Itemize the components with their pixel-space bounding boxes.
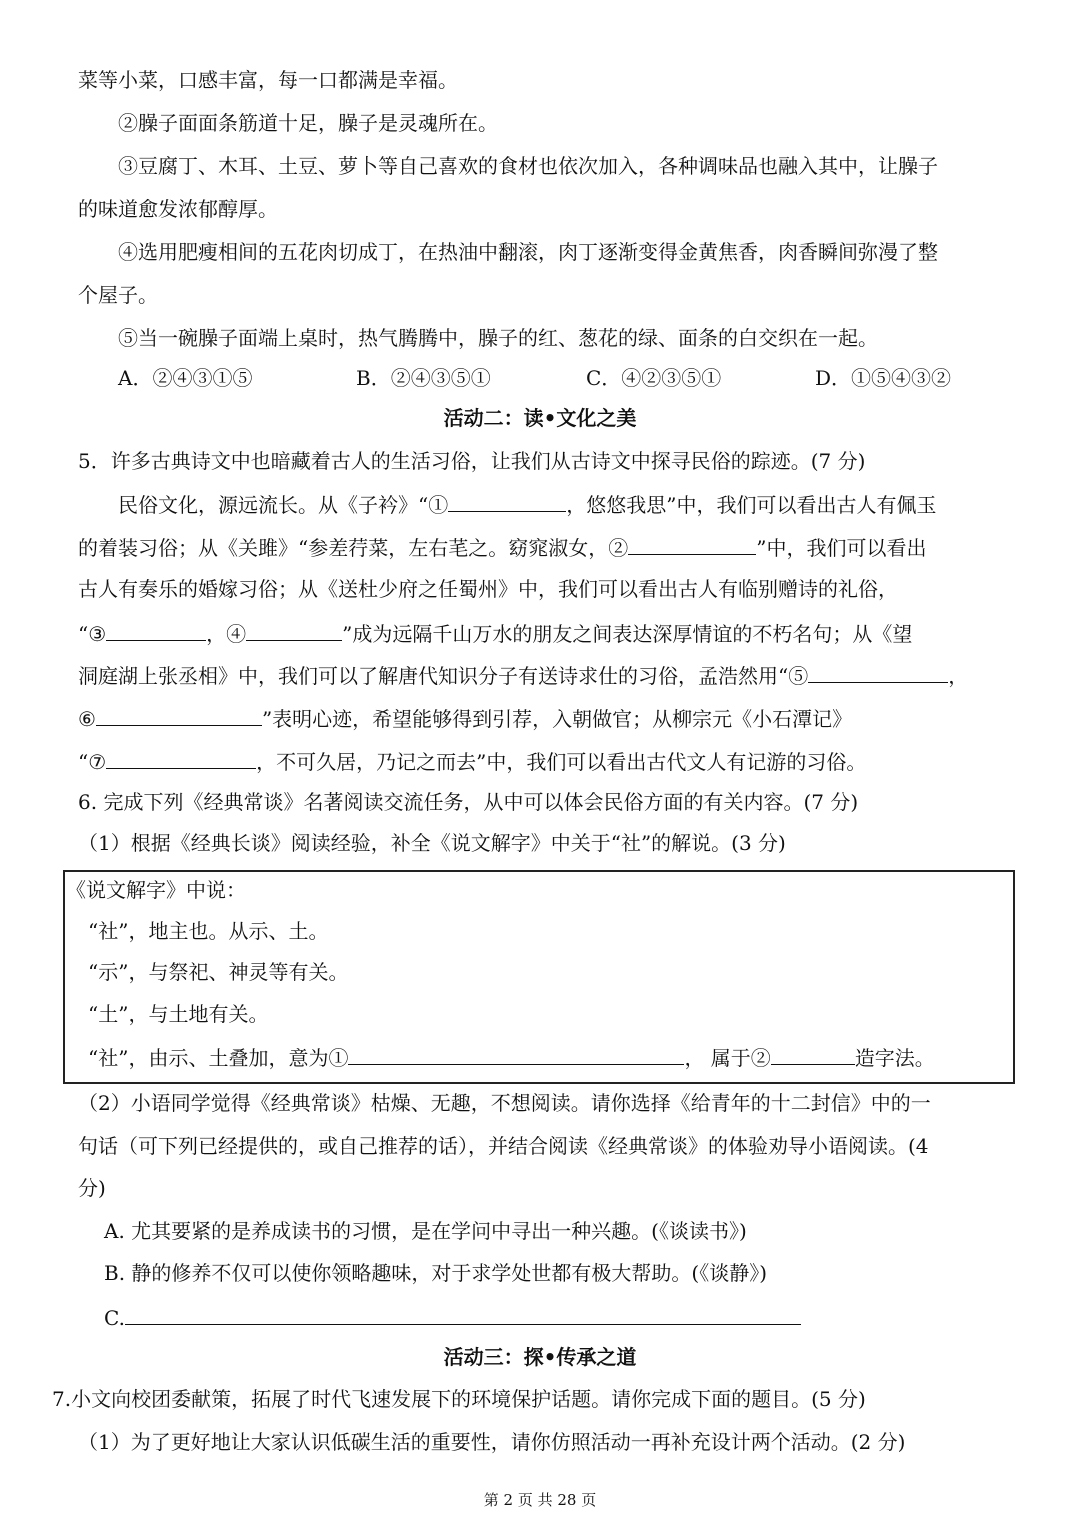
q5-line: ⑥ ”表明心迹，希望能够得到引荐，入朝做官；从柳宗元《小石潭记》 (78, 703, 852, 733)
blank-choice-c[interactable] (125, 1302, 801, 1325)
sentence-5: ⑤当一碗臊子面端上桌时，热气腾腾中，臊子的红、葱花的绿、面条的白交织在一起。 (118, 326, 878, 350)
option-c[interactable]: C．④②③⑤① (586, 366, 722, 390)
text-line: 菜等小菜，口感丰富，每一口都满是幸福。 (78, 68, 458, 92)
q6-sub-2: 句话（可下列已经提供的，或自己推荐的话），并结合阅读《经典常谈》的体验劝导小语阅读。(4 (78, 1134, 929, 1158)
box-line: “社”，由示、土叠加，意为① ， 属于② 造字法。 (88, 1042, 935, 1072)
q7-sub-1: （1）为了更好地让大家认识低碳生活的重要性，请你仿照活动一再补充设计两个活动。(2 分) (78, 1430, 906, 1454)
q5-line: 的着装习俗；从《关雎》“参差荇菜，左右芼之。窈窕淑女，② ”中，我们可以看出 (78, 532, 926, 562)
sentence-3: ③豆腐丁、木耳、土豆、萝卜等自己喜欢的食材也依次加入，各种调味品也融入其中，让臊子 (118, 154, 938, 178)
choice-b[interactable]: B. 静的修养不仅可以使你领略趣味，对于求学处世都有极大帮助。(《谈静》) (104, 1261, 768, 1285)
section-title: 活动二：读•文化之美 (443, 406, 637, 430)
option-d[interactable]: D．①⑤④③② (815, 366, 952, 390)
q6-sub-2: （2）小语同学觉得《经典常谈》枯燥、无趣，不想阅读。请你选择《给青年的十二封信》中的一 (78, 1091, 931, 1115)
question-7-stem: 7.小文向校团委献策，拓展了时代飞速发展下的环境保护话题。请你完成下面的题目。(5 分) (52, 1387, 866, 1411)
box-heading: 《说文解字》中说： (66, 878, 246, 902)
blank-method[interactable] (771, 1042, 855, 1065)
blank-1[interactable] (448, 489, 566, 512)
q5-line: 洞庭湖上张丞相》中，我们可以了解唐代知识分子有送诗求仕的习俗，孟浩然用“⑤ ， (78, 660, 968, 690)
blank-6[interactable] (96, 703, 262, 726)
question-5-stem: 5．许多古典诗文中也暗藏着古人的生活习俗，让我们从古诗文中探寻民俗的踪迹。(7 分) (78, 449, 866, 473)
sentence-4: ④选用肥瘦相间的五花肉切成丁，在热油中翻滚，肉丁逐渐变得金黄焦香，肉香瞬间弥漫了整 (118, 240, 938, 264)
option-a[interactable]: A．②④③①⑤ (118, 366, 253, 390)
text-line: 的味道愈发浓郁醇厚。 (78, 197, 278, 221)
q5-line: “⑦ ，不可久居，乃记之而去”中，我们可以看出古代文人有记游的习俗。 (78, 746, 866, 776)
box-line: “土”，与土地有关。 (88, 1002, 269, 1026)
blank-3[interactable] (106, 618, 206, 641)
blank-5[interactable] (808, 660, 948, 683)
blank-7[interactable] (106, 746, 256, 769)
box-line: “社”，地主也。从示、土。 (88, 919, 329, 943)
q5-line: 民俗文化，源远流长。从《子衿》“① ，悠悠我思”中，我们可以看出古人有佩玉 (118, 489, 936, 519)
choice-a[interactable]: A. 尤其要紧的是养成读书的习惯，是在学问中寻出一种兴趣。(《谈读书》) (104, 1219, 747, 1243)
sentence-2: ②臊子面面条筋道十足，臊子是灵魂所在。 (118, 111, 498, 135)
q6-sub-2: 分) (78, 1176, 106, 1200)
blank-meaning[interactable] (348, 1042, 684, 1065)
text-line: 个屋子。 (78, 283, 158, 307)
q6-sub-1: （1）根据《经典长谈》阅读经验，补全《说文解字》中关于“社”的解说。(3 分) (78, 831, 786, 855)
choice-c[interactable]: C. (104, 1302, 801, 1332)
blank-4[interactable] (246, 618, 342, 641)
blank-2[interactable] (628, 532, 756, 555)
q5-line: 古人有奏乐的婚嫁习俗；从《送杜少府之任蜀州》中，我们可以看出古人有临别赠诗的礼俗， (78, 577, 898, 601)
question-6-stem: 6. 完成下列《经典常谈》名著阅读交流任务，从中可以体会民俗方面的有关内容。(7 分) (78, 790, 859, 814)
section-title: 活动三：探•传承之道 (443, 1345, 637, 1369)
box-line: “示”，与祭祀、神灵等有关。 (88, 960, 349, 984)
page-footer: 第 2 页 共 28 页 (483, 1491, 597, 1509)
option-b[interactable]: B．②④③⑤① (356, 366, 491, 390)
q5-line: “③ ，④ ”成为远隔千山万水的朋友之间表达深厚情谊的不朽名句；从《望 (78, 618, 912, 648)
